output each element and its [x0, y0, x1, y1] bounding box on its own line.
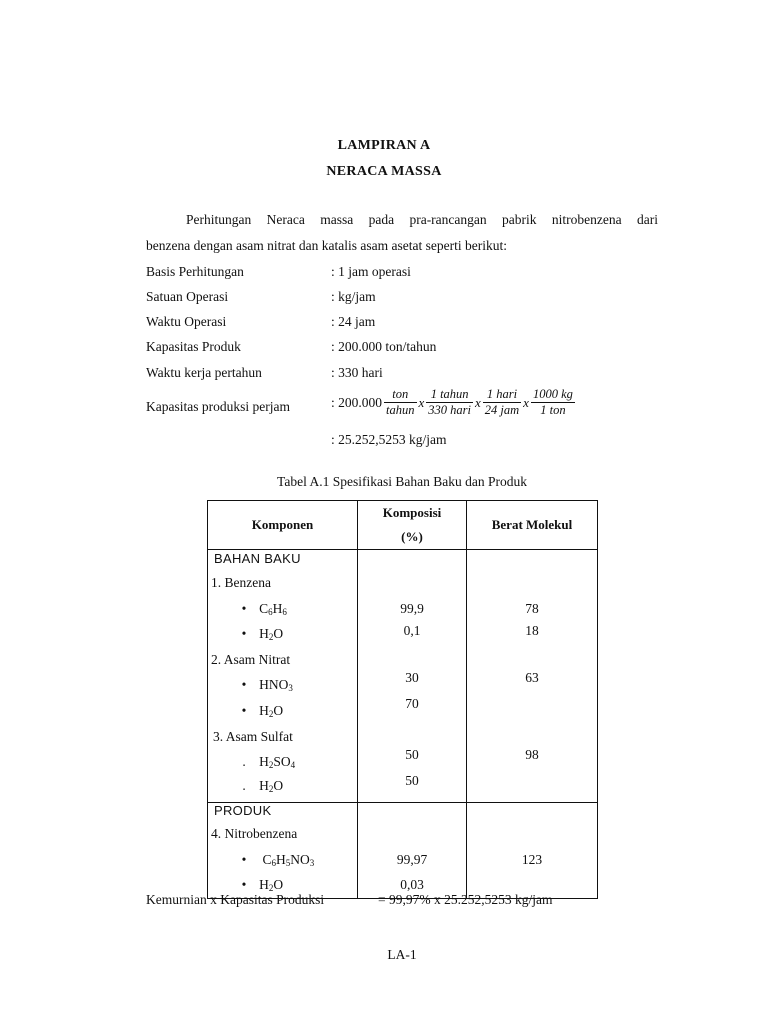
list-item-asam-nitrat: 2. Asam Nitrat	[211, 651, 291, 667]
multiply-sign: x	[418, 394, 425, 410]
fraction-hari-per-jam	[483, 387, 521, 418]
bullet-icon: •	[241, 702, 247, 718]
komponen-cell	[208, 550, 358, 803]
page-title: LAMPIRAN A	[337, 138, 431, 153]
fraction-numerator: 1 tahun	[430, 387, 469, 401]
param-value: : kg/jam	[331, 289, 376, 304]
berat-cell	[467, 550, 598, 803]
berat-value: 18	[525, 623, 539, 639]
komposisi-value: 99,97	[396, 851, 428, 867]
list-item: • $H_2O$	[208, 698, 357, 724]
komposisi-value: 70	[405, 695, 419, 711]
multiply-sign: x	[523, 394, 529, 410]
list-item: • $H_2O$	[208, 872, 357, 898]
multiply-sign: x	[475, 394, 481, 410]
param-value: : 1 jam operasi	[331, 264, 411, 279]
komposisi-cell	[358, 550, 467, 803]
fraction-ton-per-tahun	[384, 387, 416, 418]
bullet-icon: •	[241, 851, 247, 867]
komposisi-cell	[358, 803, 467, 899]
komposisi-value: 50	[405, 772, 419, 788]
param-label: Kapasitas Produk	[146, 339, 241, 354]
fraction-kg-per-ton	[531, 387, 575, 418]
header-berat-molekul: Berat Molekul	[467, 501, 598, 550]
bullet-icon: •	[241, 626, 247, 642]
dot-icon: .	[242, 777, 246, 793]
fraction-denominator: 1 ton	[531, 402, 575, 418]
komposisi-value: 99,9	[400, 600, 424, 616]
section-produk: PRODUK	[214, 803, 272, 818]
komposisi-value: 30	[405, 670, 419, 686]
dot-icon: .	[242, 754, 246, 770]
param-label: Satuan Operasi	[146, 289, 229, 304]
param-label: Basis Perhitungan	[146, 264, 244, 279]
komposisi-value: 50	[405, 747, 419, 763]
page-subtitle: NERACA MASSA	[326, 164, 442, 179]
purity-label: Kemurnian x Kapasitas Produksi	[146, 892, 325, 907]
param-label: Waktu kerja pertahun	[146, 365, 262, 380]
komposisi-value: 0,1	[403, 623, 421, 639]
table-header-row	[208, 501, 598, 550]
list-item: • $C_6H_6$	[208, 596, 357, 622]
param-value: : 330 hari	[331, 365, 383, 380]
fraction-numerator: ton	[392, 387, 409, 401]
berat-value: 63	[525, 670, 539, 686]
intro-line-2: benzena dengan asam nitrat dan katalis asam asetat seperti berikut:	[146, 238, 507, 253]
fraction-denominator: 24 jam	[484, 403, 520, 417]
komposisi-value: 0,03	[400, 877, 424, 893]
header-komposisi	[358, 501, 467, 550]
list-item: . $H_2O$	[208, 775, 357, 797]
list-item-asam-sulfat: 3. Asam Sulfat	[213, 728, 293, 744]
komponen-cell	[208, 803, 358, 899]
table-caption: Tabel A.1 Spesifikasi Bahan Baku dan Produk	[277, 474, 527, 489]
spec-table	[207, 500, 598, 899]
berat-cell	[467, 803, 598, 899]
fraction-denominator: tahun	[386, 403, 415, 417]
list-item: • $C_6H_5NO_3$	[208, 847, 357, 873]
header-komposisi-unit: (%)	[401, 529, 423, 544]
capacity-label: Kapasitas produksi perjam	[146, 399, 290, 414]
list-item: . $H_2SO_4$	[208, 749, 357, 775]
header-komposisi-label: Komposisi	[382, 505, 442, 520]
fraction-numerator: 1 hari	[486, 387, 518, 401]
intro-line-1: Perhitungan Neraca massa pada pra-rancangan pabrik nitrobenzena dari	[186, 212, 658, 227]
capacity-formula	[331, 387, 577, 418]
param-value: : 24 jam	[331, 314, 376, 329]
fraction-numerator: 1000 kg	[532, 387, 573, 401]
header-komponen: Komponen	[208, 501, 358, 550]
list-item-benzena: 1. Benzena	[211, 575, 271, 590]
capacity-prefix: : 200.000	[331, 394, 383, 410]
param-label: Waktu Operasi	[146, 314, 227, 329]
list-item: • $H_2O$	[208, 621, 357, 647]
berat-value: 123	[521, 851, 543, 867]
bullet-icon: •	[241, 600, 247, 616]
capacity-result: : 25.252,5253 kg/jam	[331, 432, 447, 447]
purity-value: = 99,97% x 25.252,5253 kg/jam	[378, 892, 553, 907]
fraction-tahun-per-hari	[426, 387, 473, 418]
section-bahan-baku: BAHAN BAKU	[214, 551, 301, 566]
berat-value: 98	[525, 747, 539, 763]
list-item: • $HNO_3$	[208, 672, 357, 698]
page-number: LA-1	[387, 947, 417, 962]
bullet-icon: •	[241, 877, 247, 893]
table-row-bahan-baku	[208, 550, 598, 803]
param-value: : 200.000 ton/tahun	[331, 339, 437, 354]
bullet-icon: •	[241, 677, 247, 693]
berat-value: 78	[525, 600, 539, 616]
fraction-denominator: 330 hari	[428, 403, 471, 417]
list-item-nitrobenzena: 4. Nitrobenzena	[211, 826, 298, 841]
table-row-produk	[208, 803, 598, 899]
